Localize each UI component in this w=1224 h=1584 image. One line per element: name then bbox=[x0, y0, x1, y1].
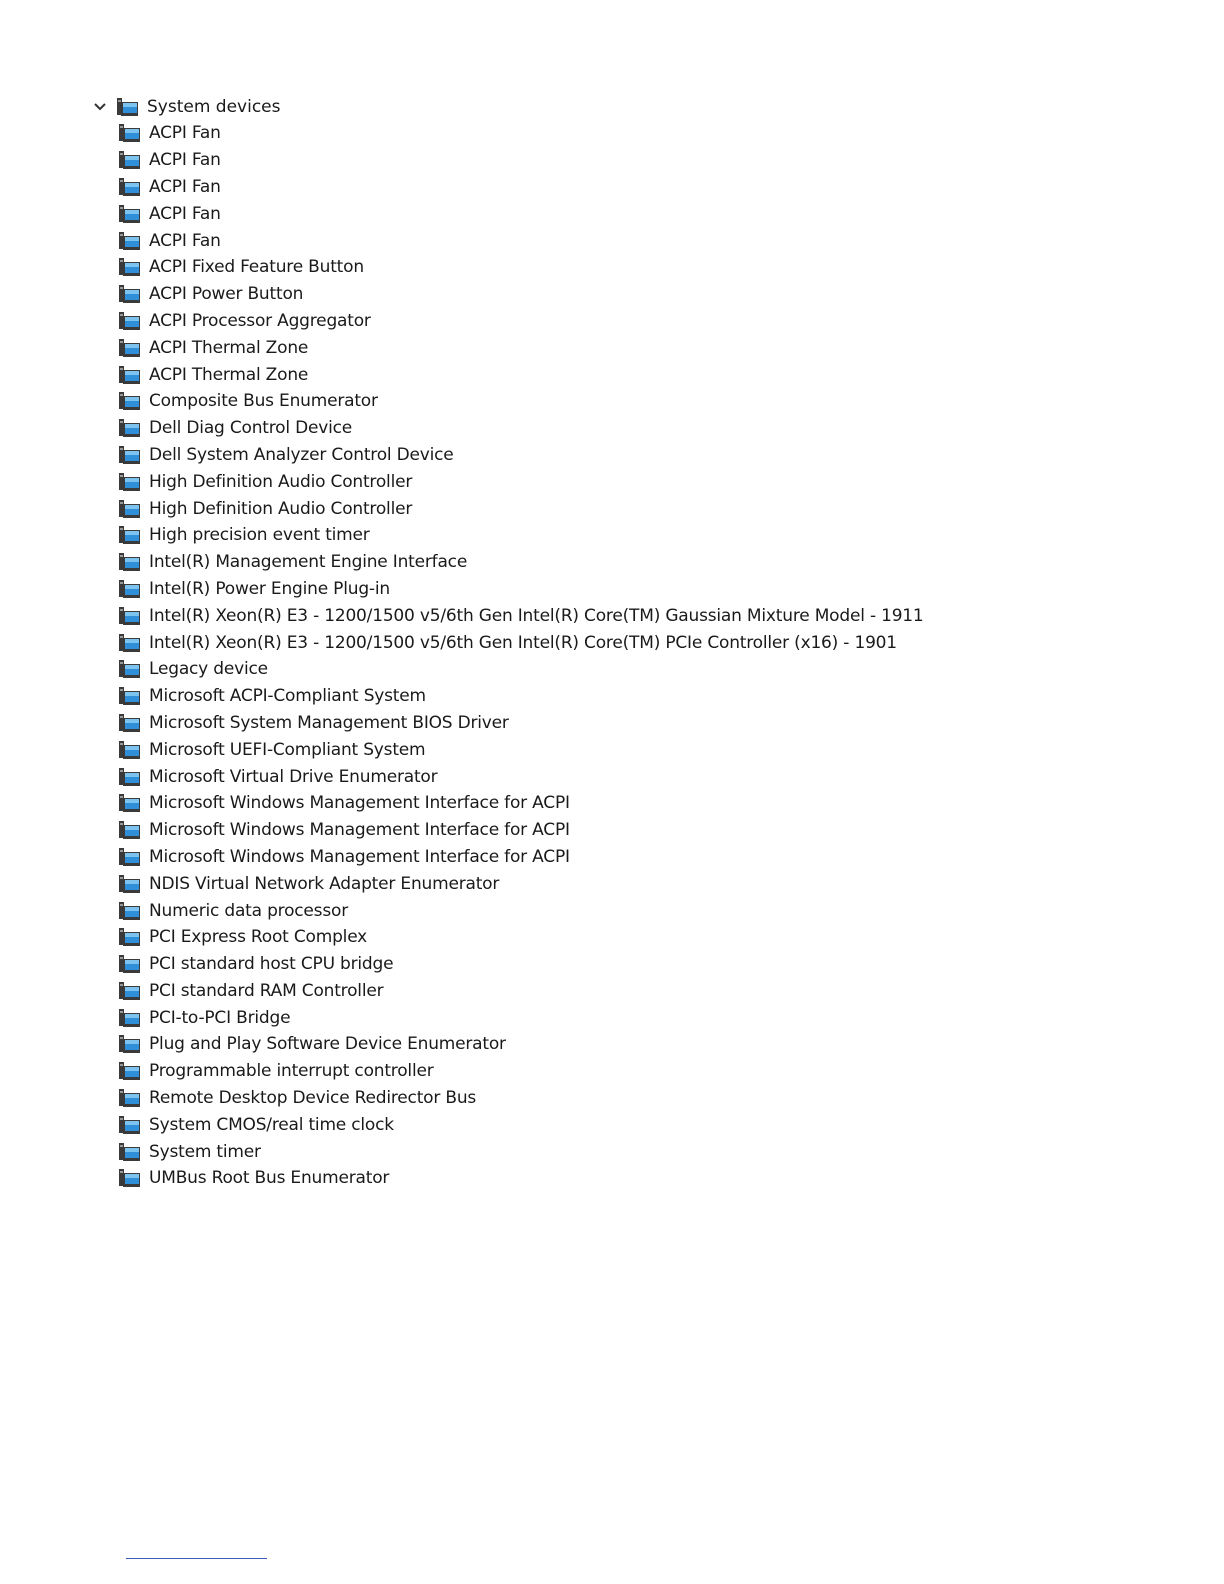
system-device-icon bbox=[118, 820, 141, 840]
device-label: Microsoft Windows Management Interface for ACPI bbox=[149, 820, 570, 841]
system-device-icon bbox=[118, 284, 141, 304]
device-list-item[interactable] bbox=[118, 495, 924, 522]
device-list-item[interactable] bbox=[118, 120, 924, 147]
device-list-item[interactable] bbox=[118, 1165, 924, 1192]
system-device-icon bbox=[118, 713, 141, 733]
system-device-icon bbox=[118, 472, 141, 492]
device-list-item[interactable] bbox=[118, 978, 924, 1005]
system-device-icon bbox=[118, 1008, 141, 1028]
device-label: Dell System Analyzer Control Device bbox=[149, 444, 454, 465]
system-device-icon bbox=[118, 445, 141, 465]
device-label: Dell Diag Control Device bbox=[149, 418, 353, 439]
chevron-down-icon[interactable] bbox=[90, 93, 110, 120]
system-device-icon bbox=[118, 1061, 141, 1081]
device-label: Legacy device bbox=[149, 659, 268, 680]
system-device-icon bbox=[118, 874, 141, 894]
system-device-icon bbox=[118, 391, 141, 411]
device-label: PCI-to-PCI Bridge bbox=[149, 1007, 291, 1028]
device-list-item[interactable] bbox=[118, 1031, 924, 1058]
system-device-icon bbox=[118, 1088, 141, 1108]
device-label: UMBus Root Bus Enumerator bbox=[149, 1168, 390, 1189]
device-list-item[interactable] bbox=[118, 710, 924, 737]
device-list-item[interactable] bbox=[118, 361, 924, 388]
device-label: Remote Desktop Device Redirector Bus bbox=[149, 1088, 477, 1109]
device-list-item[interactable] bbox=[118, 844, 924, 871]
system-device-icon bbox=[118, 901, 141, 921]
device-label: Microsoft ACPI-Compliant System bbox=[149, 686, 426, 707]
system-device-icon bbox=[118, 927, 141, 947]
device-label: Microsoft Windows Management Interface for ACPI bbox=[149, 846, 570, 867]
device-category-icon bbox=[116, 97, 139, 117]
device-list-item[interactable] bbox=[118, 468, 924, 495]
system-device-icon bbox=[118, 123, 141, 143]
device-list-item[interactable] bbox=[118, 442, 924, 469]
system-device-icon bbox=[118, 659, 141, 679]
device-label: Plug and Play Software Device Enumerator bbox=[149, 1034, 506, 1055]
device-list-item[interactable] bbox=[118, 147, 924, 174]
device-label: ACPI Thermal Zone bbox=[149, 364, 309, 385]
device-label: Microsoft UEFI-Compliant System bbox=[149, 739, 426, 760]
system-device-icon bbox=[118, 365, 141, 385]
device-label: ACPI Fan bbox=[149, 123, 221, 144]
device-list-item[interactable] bbox=[118, 602, 924, 629]
device-label: ACPI Fan bbox=[149, 176, 221, 197]
tree-node-label: System devices bbox=[147, 96, 281, 117]
system-device-icon bbox=[118, 686, 141, 706]
device-label: ACPI Power Button bbox=[149, 284, 304, 305]
device-tree bbox=[90, 93, 924, 1192]
system-device-icon bbox=[118, 1034, 141, 1054]
device-label: Intel(R) Power Engine Plug-in bbox=[149, 578, 390, 599]
system-device-icon bbox=[118, 954, 141, 974]
device-label: PCI Express Root Complex bbox=[149, 927, 368, 948]
device-label: ACPI Fan bbox=[149, 203, 221, 224]
device-list-item[interactable] bbox=[118, 951, 924, 978]
device-list-item[interactable] bbox=[118, 254, 924, 281]
system-device-icon bbox=[118, 338, 141, 358]
device-label: Microsoft Virtual Drive Enumerator bbox=[149, 766, 438, 787]
system-device-icon bbox=[118, 418, 141, 438]
device-list-item[interactable] bbox=[118, 683, 924, 710]
device-list-item[interactable] bbox=[118, 790, 924, 817]
device-label: PCI standard RAM Controller bbox=[149, 980, 384, 1001]
device-list-item[interactable] bbox=[118, 549, 924, 576]
device-label: Intel(R) Xeon(R) E3 - 1200/1500 v5/6th Gen Intel(R) Core(TM) Gaussian Mixture Model - 1911 bbox=[149, 605, 924, 626]
device-list-item[interactable] bbox=[118, 1004, 924, 1031]
system-device-icon bbox=[118, 579, 141, 599]
system-device-icon bbox=[118, 606, 141, 626]
system-device-icon bbox=[118, 633, 141, 653]
device-list-item[interactable] bbox=[118, 1058, 924, 1085]
system-device-icon bbox=[118, 311, 141, 331]
device-list-item[interactable] bbox=[118, 227, 924, 254]
system-device-icon bbox=[118, 177, 141, 197]
device-label: ACPI Fan bbox=[149, 150, 221, 171]
system-device-icon bbox=[118, 231, 141, 251]
system-device-icon bbox=[118, 525, 141, 545]
device-label: Composite Bus Enumerator bbox=[149, 391, 378, 412]
device-list-item[interactable] bbox=[118, 656, 924, 683]
device-label: High Definition Audio Controller bbox=[149, 498, 413, 519]
device-list-item[interactable] bbox=[118, 281, 924, 308]
device-list-item[interactable] bbox=[118, 763, 924, 790]
device-list-item[interactable] bbox=[118, 200, 924, 227]
device-list bbox=[90, 120, 924, 1192]
system-device-icon bbox=[118, 204, 141, 224]
device-list-item[interactable] bbox=[118, 1085, 924, 1112]
system-device-icon bbox=[118, 793, 141, 813]
system-device-icon bbox=[118, 767, 141, 787]
device-list-item[interactable] bbox=[118, 629, 924, 656]
device-list-item[interactable] bbox=[118, 897, 924, 924]
tree-node-system-devices[interactable] bbox=[90, 93, 924, 120]
device-list-item[interactable] bbox=[118, 334, 924, 361]
device-label: ACPI Fan bbox=[149, 230, 221, 251]
device-list-item[interactable] bbox=[118, 817, 924, 844]
device-label: Microsoft System Management BIOS Driver bbox=[149, 712, 509, 733]
footnote-rule bbox=[126, 1558, 267, 1559]
system-device-icon bbox=[118, 1168, 141, 1188]
device-label: PCI standard host CPU bridge bbox=[149, 954, 394, 975]
device-label: Programmable interrupt controller bbox=[149, 1061, 434, 1082]
system-device-icon bbox=[118, 1142, 141, 1162]
device-list-item[interactable] bbox=[118, 1111, 924, 1138]
system-device-icon bbox=[118, 257, 141, 277]
system-device-icon bbox=[118, 740, 141, 760]
device-label: Microsoft Windows Management Interface for ACPI bbox=[149, 793, 570, 814]
device-label: High Definition Audio Controller bbox=[149, 471, 413, 492]
system-device-icon bbox=[118, 150, 141, 170]
device-list-item[interactable] bbox=[118, 522, 924, 549]
device-list-item[interactable] bbox=[118, 415, 924, 442]
system-device-icon bbox=[118, 499, 141, 519]
system-device-icon bbox=[118, 847, 141, 867]
device-label: Intel(R) Management Engine Interface bbox=[149, 552, 468, 573]
device-list-item[interactable] bbox=[118, 388, 924, 415]
device-list-item[interactable] bbox=[118, 1138, 924, 1165]
device-label: ACPI Processor Aggregator bbox=[149, 310, 371, 331]
system-device-icon bbox=[118, 1115, 141, 1135]
device-label: System timer bbox=[149, 1141, 261, 1162]
device-label: NDIS Virtual Network Adapter Enumerator bbox=[149, 873, 500, 894]
device-list-item[interactable] bbox=[118, 736, 924, 763]
device-label: High precision event timer bbox=[149, 525, 370, 546]
device-label: System CMOS/real time clock bbox=[149, 1114, 394, 1135]
device-label: Numeric data processor bbox=[149, 900, 348, 921]
device-label: Intel(R) Xeon(R) E3 - 1200/1500 v5/6th Gen Intel(R) Core(TM) PCIe Controller (x16) - 1901 bbox=[149, 632, 897, 653]
device-label: ACPI Thermal Zone bbox=[149, 337, 309, 358]
system-device-icon bbox=[118, 552, 141, 572]
device-list-item[interactable] bbox=[118, 576, 924, 603]
device-label: ACPI Fixed Feature Button bbox=[149, 257, 364, 278]
device-list-item[interactable] bbox=[118, 870, 924, 897]
device-list-item[interactable] bbox=[118, 924, 924, 951]
device-list-item[interactable] bbox=[118, 308, 924, 335]
system-device-icon bbox=[118, 981, 141, 1001]
device-list-item[interactable] bbox=[118, 174, 924, 201]
